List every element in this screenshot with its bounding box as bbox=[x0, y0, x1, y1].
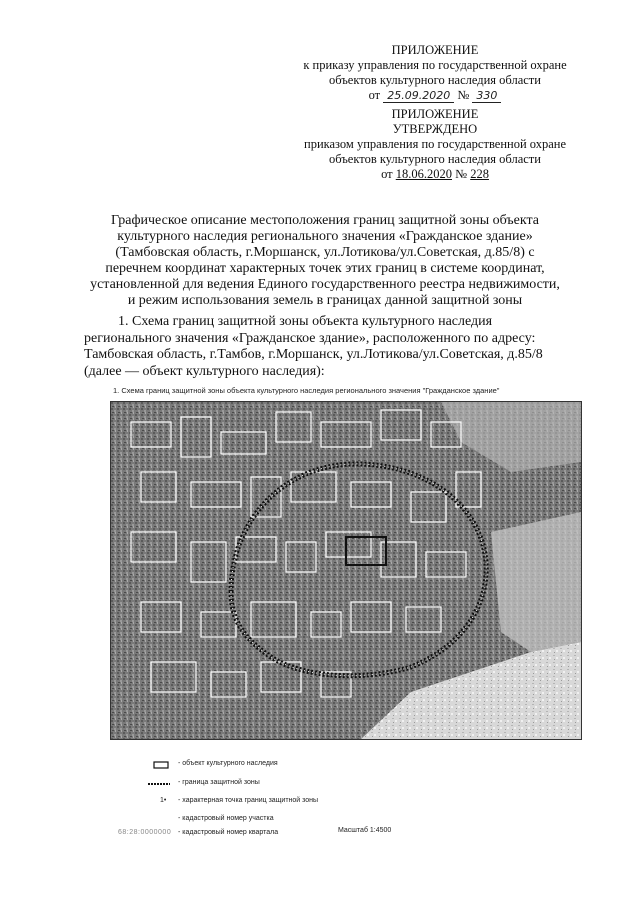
map-image bbox=[111, 402, 581, 739]
appendix-label-2: ПРИЛОЖЕНИЕ bbox=[391, 107, 479, 121]
handwritten-date: 25.09.2020 bbox=[383, 89, 454, 103]
order-reference: к приказу управления по государственной охране bbox=[303, 58, 567, 72]
order-date-line: от 25.09.2020 № 330 bbox=[270, 88, 600, 103]
map-scale: Масштаб 1:4500 bbox=[338, 827, 392, 834]
document-title: Графическое описание местоположения границ защитной зоны объекта культурного наследия регионального значения «Гражданское здание» (Тамбовская область, г.Моршанск, ул.Лотикова/ул.Советская, д.85/8) с перечнем координат характерных точек этих границ в системе координат, установленной для ведения Единого государственного реестра недвижимости, и режим использования земель в границах данной защитной зоны bbox=[90, 213, 560, 308]
light-area-right bbox=[491, 512, 581, 652]
point-symbol: 1• bbox=[160, 797, 167, 804]
approved-number: 228 bbox=[470, 167, 489, 181]
approved-order: приказом управления по государственной охране bbox=[304, 137, 566, 151]
approved-header bbox=[270, 107, 600, 182]
zone-map bbox=[110, 401, 582, 740]
handwritten-number: 330 bbox=[472, 89, 501, 103]
boundary-swatch bbox=[110, 779, 170, 789]
approved-authority: объектов культурного наследия области bbox=[329, 152, 541, 166]
section-1-paragraph: 1. Схема границ защитной зоны объекта культурного наследия регионального значения «Гражданское здание», расположенного по адресу: Тамбовская область, г.Тамбов, г.Моршанск, ул.Лотикова/ул.Советская, д.85/8 (далее — объект культурного наследия): bbox=[84, 314, 543, 379]
appendix-label: ПРИЛОЖЕНИЕ bbox=[391, 43, 479, 57]
quarter-symbol: 68:28:0000000 bbox=[118, 829, 172, 836]
appendix-header bbox=[270, 43, 600, 103]
order-authority: объектов культурного наследия области bbox=[329, 73, 541, 87]
approved-date-line: от 18.06.2020 № 228 bbox=[381, 167, 489, 181]
map-caption: 1. Схема границ защитной зоны объекта культурного наследия регионального значения "Гражданское здание" bbox=[113, 386, 500, 395]
heritage-swatch bbox=[110, 760, 170, 770]
approved-label: УТВЕРЖДЕНО bbox=[392, 122, 478, 136]
approved-date: 18.06.2020 bbox=[395, 167, 452, 181]
